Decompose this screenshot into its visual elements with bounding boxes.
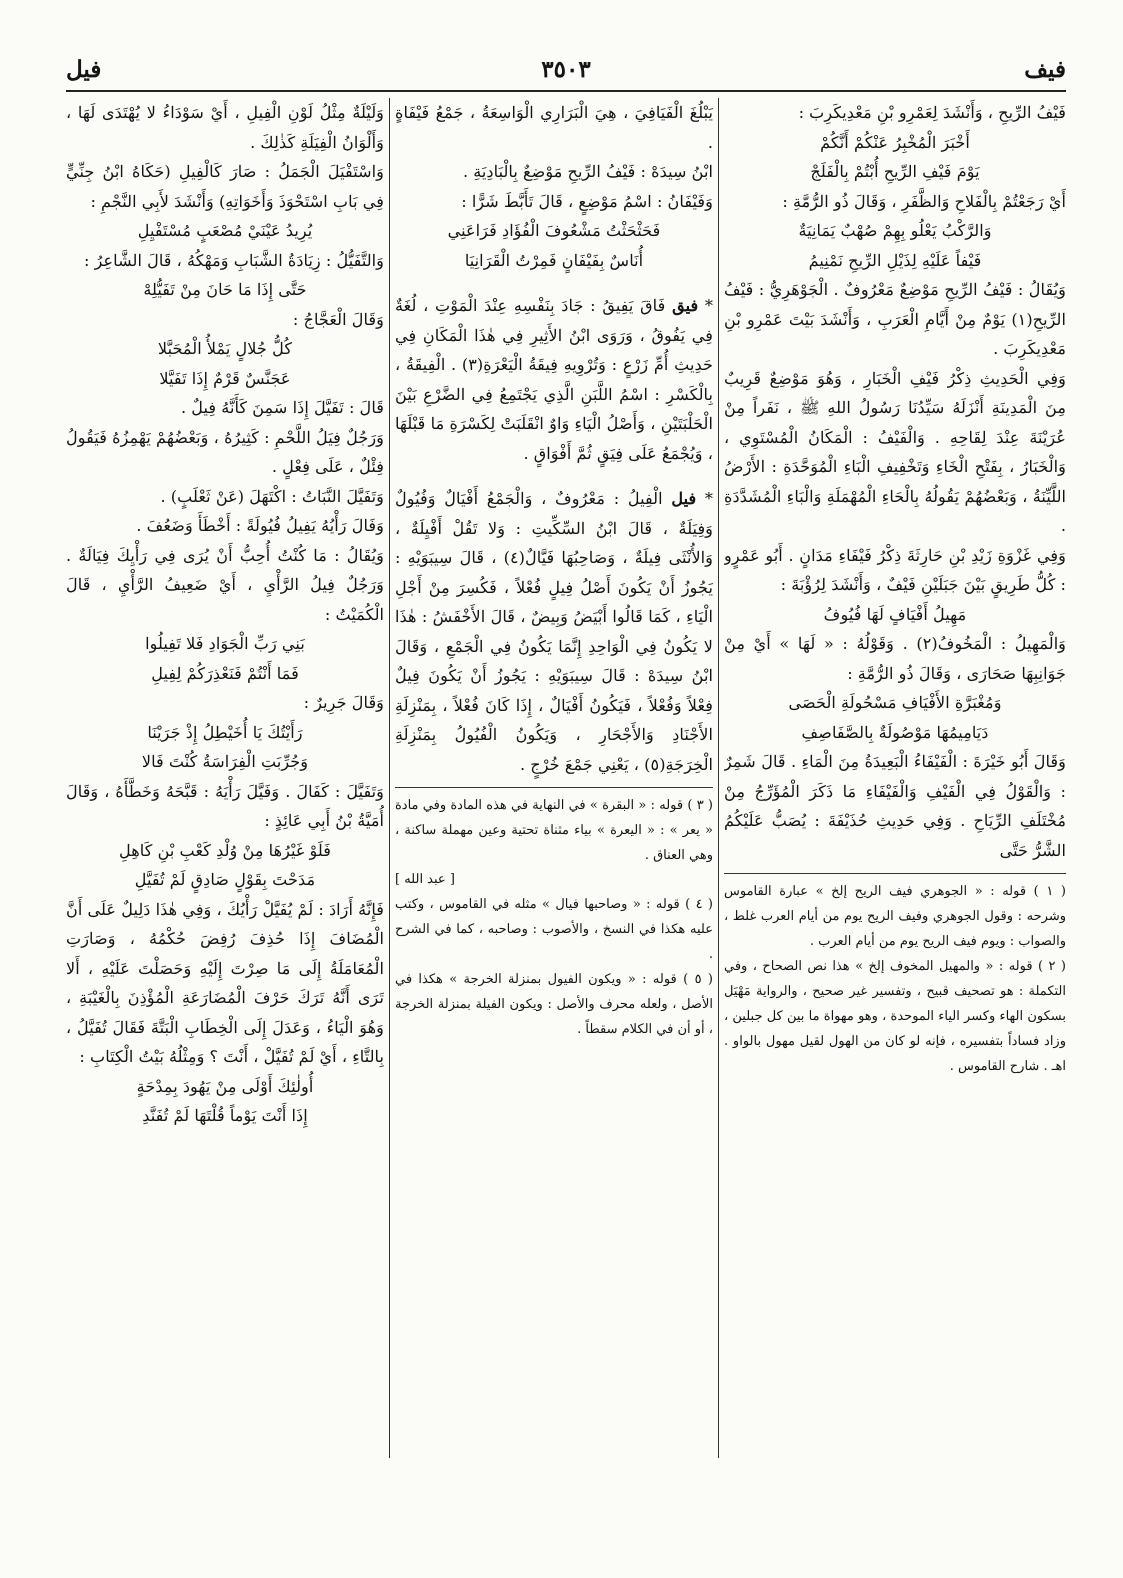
verse-line: كُلُّ جُلالٍ يَمْلأُ الْمُحَبَّلا (157, 339, 293, 358)
verse-line: دَيَامِيمُهَا مَوْصُولَةٌ بِالصَّفَاصِفِ (801, 722, 989, 742)
verse-line: فَلَوْ غَيْرُهَا مِنْ وُلْدِ كَعْبِ بْنِ كَاهِلِ (119, 840, 331, 860)
header-rule (66, 90, 1066, 92)
verse-line: فَمَا أَنْتُمْ فَنَعْذِرَكُمْ لِفِيلِ (151, 663, 299, 683)
running-head-left: فيل (66, 56, 102, 83)
paragraph: ابْنُ سِيدَهْ : فَيْفُ الرِّيحِ مَوْضِعٌ بِالْبَادِيَةِ . (462, 162, 713, 181)
paragraph: وَيُقَالُ : فَيْفُ الرِّيحِ مَوْضِعٌ مَعْرُوفٌ . الْجَوْهَرِيُّ : فَيْفُ الرِّيحِ(١) يَوْمٌ مِنْ أَيَّامِ الْعَرَبِ ، وَأَنْشَدَ بَيْتَ عَمْرِو بْنِ مَعْدِيكَرِبَ . (724, 280, 1066, 358)
paragraph: وَفِي غَزْوَةِ زَيْدِ بْنِ حَارِثَةَ ذِكْرُ فَيْفَاءِ مَدَانٍ . أَبُو عَمْرٍو : كُلُّ طَرِيقٍ بَيْنَ جَبَلَيْنِ فَيْفٌ ، وَأَنْشَدَ لِرُؤْبَةَ : (724, 545, 1066, 594)
paragraph: وَلَيْلَةٌ مِثْلُ لَوْنِ الْفِيلِ ، أَيْ سَوْدَاءُ لا يُهْتَدَى لَهَا ، وَأَلْوَانُ الْفِيَلَةِ كَذٰلِكَ . (66, 103, 384, 152)
paragraph: وَاسْتَفْيَلَ الْجَمَلُ : صَارَ كَالْفِيلِ (حَكَاهُ ابْنُ جِنِّيٍّ فِي بَابِ اسْتَحْوَذَ وَأَخَوَاتِهِ) وَأَنْشَدَ لأَبِي النَّجْمِ : (66, 162, 384, 211)
footnote-signature: [ عبد الله ] (395, 872, 455, 887)
verse-line: وَجُرِّبَتِ الْفِرَاسَةُ كُنْتَ فَالا (141, 752, 309, 771)
verse-line: رَأَيْتُكَ يَا أُخَيْطِلُ إِذْ جَرَيْنَا (147, 722, 303, 742)
verse-line: وَالرَّكْبُ يَعْلُو بِهِمْ صُهْبٌ يَمَانِيَةٌ (798, 221, 992, 240)
footnote: ( ٥ ) قوله : « ويكون الفيول بمنزلة الخرجة » هكذا في الأصل ، ولعله محرف والأصل : ويكون الفيلة بمنزلة الخرجة ، أو أن في الكلام سقطاً . (395, 972, 713, 1037)
verse-line: إِذَا أَنْتَ يَوْماً قُلْتَهَا لَمْ تُفَنَّدِ (142, 1106, 308, 1125)
paragraph: وَالتَّفَيُّلُ : زِيَادَةُ الشَّبَابِ وَمَهْكُهُ ، قَالَ الشَّاعِرُ : (83, 250, 384, 270)
entry-marker: * (696, 489, 713, 508)
entry-marker: * (698, 296, 713, 315)
verse-line: أُولٰئِكَ أَوْلَى مِنْ يَهُودَ بِمِدْحَةٍ (136, 1076, 314, 1096)
verse-line: حَتَّى إِذَا مَا حَانَ مِنْ تَفَيُّلِهْ (143, 280, 307, 299)
column-middle (395, 98, 713, 1530)
entry-text: الْفِيلُ : مَعْرُوفٌ ، وَالْجَمْعُ أَفْيَالٌ وَفُيُولٌ وَفِيَلَةٌ ، قَالَ ابْنُ السِّكِّيتِ : وَلا تَقُلْ أَفْيِلَةٌ ، وَالأُنْثَى فِيلَةٌ ، وَصَاحِبُهَا فَيَّالٌ(٤) ، قَالَ سِيبَوَيْهِ : يَجُوزُ أَنْ يَكُونَ أَصْلُ فِيلٍ فُعْلاً ، فَكُسِرَ مِنْ أَجْلِ الْيَاءِ ، كَمَا قَالُوا أَبْيَضُ وَبِيضٌ ، قَالَ الأَخْفَشُ : هٰذَا لا يَكُونُ فِي الْوَاحِدِ إِنَّمَا يَكُونُ فِي الْجَمْعِ ، وَقَالَ ابْنُ سِيدَهْ : قَالَ سِيبَوَيْهِ : يَجُوزُ أَنْ يَكُونَ فِيلٌ فِعْلاً وَفُعْلاً ، فَيَكُونُ أَفْيَالٌ ، إِذَا كَانَ فُعْلاً ، بِمَنْزِلَةِ الأَجْنَادِ وَالأَجْحَارِ ، وَيَكُونُ الْفُيُولُ بِمَنْزِلَةِ الْخِرَجَةِ(٥) ، يَعْنِي جَمْعَ خُرْجٍ . (395, 489, 713, 774)
paragraph: وَتَفَيَّلَ : كَفَالَ . وَفَيَّلَ رَأْيَهُ : قَبَّحَهُ وَخَطَّأَهُ ، وَقَالَ أُمَيَّةُ بْنُ أَبِي عَائِذٍ : (66, 781, 384, 830)
footnote-rule (395, 787, 713, 788)
page-header (66, 50, 1066, 90)
text-line: فَيْفُ الرِّيحِ ، وَأَنْشَدَ لِعَمْرِو بْنِ مَعْدِيكَرِبَ : (798, 103, 1066, 122)
verse-line: بَنِي رَبِّ الْجَوَادِ فَلا تَفِيلُوا (145, 634, 305, 653)
paragraph: وَفِي الْحَدِيثِ ذِكْرُ فَيْفِ الْخَبَارِ ، وَهُوَ مَوْضِعٌ قَرِيبٌ مِنَ الْمَدِينَةِ أَنْزَلَهُ سَيِّدُنَا رَسُولُ اللهِ ﷺ ، نَفَراً مِنْ عُرَيْنَةَ عِنْدَ لِقَاحِهِ . وَالْفَيْفُ : الْمَكَانُ الْمُسْتَوِي ، وَالْخَبَارُ ، بِفَتْحِ الْخَاءِ وَتَخْفِيفِ الْبَاءِ الْمُوَحَّدَةِ : الأَرْضُ اللَّيِّنَةُ ، وَبَعْضُهُمْ يَقُولُهُ بِالْحَاءِ الْمُهْمَلَةِ وَالْبَاءِ الْمُشَدَّدَةِ . (724, 368, 1066, 535)
paragraph: وَقَالَ جَرِيرٌ : (303, 693, 384, 712)
footnote: ( ٢ ) قوله : « والمهيل المخوف إلخ » هذا نص الصحاح ، وفي التكملة : هو تصحيف قبيح ، وتفسير غير صحيح ، والرواية مَهْيَل بسكون الهاء وكسر الياء الموحدة ، وهو مهواة ما بين كل جبلين ، وزاد فساداً بتفسيره ، فإنه لو كان من الهول لقيل مهول بالواو . اهـ . شارح القاموس . (724, 959, 1066, 1074)
footnote: ( ٤ ) قوله : « وصاحبها فيال » مثله في القاموس ، وكتب عليه هكذا في النسخ ، والأصوب : وصاحبه ، كما في الشرح . (395, 897, 713, 962)
verse-line: عَجَنَّسٌ قَرْمٌ إِذَا تَفَيَّلا (159, 368, 291, 388)
paragraph: وَالْمَهِيلُ : الْمَخُوفُ(٢) . وَقَوْلُهُ : « لَهَا » أَيْ مِنْ جَوَانِبِهَا صَحَارَى ، وَقَالَ ذُو الرُّمَّةِ : (724, 634, 1066, 683)
footnote-rule (724, 873, 1066, 874)
verse-line: يُرِيدُ عَيْنَيْ مُصْعَبٍ مُسْتَفْيِلِ (137, 221, 313, 240)
paragraph: وَقَالَ أَبُو خَيْرَةَ : الْفَيْفَاءُ الْبَعِيدَةُ مِنَ الْمَاءِ . قَالَ شَمِرٌ : وَالْقَوْلُ فِي الْفَيْفِ وَالْفَيْفَاءِ مَا ذَكَرَ الْمُؤَرِّجُ مِنْ مُخْتَلَفِ الرِّيَاحِ . وَفِي حَدِيثِ حُذَيْفَةَ : يُصَبُّ عَلَيْكُمُ الشَّرُّ حَتَّى (724, 752, 1066, 860)
paragraph: يَبْلُغَ الْفَيَافِيَ ، هِيَ الْبَرَارِي الْوَاسِعَةُ ، جَمْعُ فَيْفَاةٍ . (395, 103, 713, 152)
headword: فيل (671, 489, 697, 508)
column-right (724, 98, 1066, 1530)
paragraph: وَرَجُلٌ فِيَلُ اللَّحْمِ : كَثِيرُهُ ، وَبَعْضُهُمْ يَهْمِزُهُ فَيَقُولُ فِئْلٌ ، عَلَى فِعْلٍ . (66, 427, 384, 476)
paragraph: وَفَيْفَانُ : اسْمُ مَوْضِعٍ ، قَالَ تَأَبَّطَ شَرًّا : (461, 191, 713, 211)
verse-line: يَوْمَ فَيْفِ الرِّيحِ أُبْتُمْ بِالْفَلَجْ (810, 162, 980, 181)
paragraph: قَالَ : تَفَيَّلَ إِذَا سَمِنَ كَأَنَّهُ فِيلٌ . (180, 398, 384, 417)
footnote: ( ١ ) قوله : « الجوهري فيف الريح إلخ » عبارة القاموس وشرحه : وقول الجوهري وفيف الريح يوم من أيام العرب غلط ، والصواب : ويوم فيف الريح يوم من أيام العرب . (724, 884, 1066, 949)
paragraph: وَقَالَ الْعَجَّاجُ : (292, 309, 384, 329)
verse-line: أَخْبَرَ الْمُخْبِرُ عَنْكُمْ أَنَّكُمْ (820, 132, 970, 152)
paragraph: وَفَالَ رَأْيُهُ يَفِيلُ فُيُولَةً : أَخْطَأَ وَضَعُفَ . (136, 516, 384, 535)
column-divider (389, 98, 390, 1458)
headword: فيق (672, 296, 699, 315)
verse-line: مَهِيلُ أَفْيَافٍ لَهَا فُيُوفُ (823, 604, 967, 624)
column-left (66, 98, 384, 1530)
entry-feel (395, 484, 713, 779)
running-head-right: فيف (1024, 56, 1066, 83)
footnote: ( ٣ ) قوله : « البقرة » في النهاية في هذه المادة وفي مادة « يعر » : « اليعرة » بياء مثناة تحتية وعين مهملة ساكنة ، وهي العناق . (395, 798, 713, 863)
verse-line: مَدَحْتَ بِقَوْلٍ صَادِقٍ لَمْ تُفَيَّلِ (134, 870, 316, 889)
entry-text: فَاقَ يَفِيقُ : جَادَ بِنَفْسِهِ عِنْدَ الْمَوْتِ ، لُغَةٌ فِي يَفُوقُ ، وَرَوَى ابْنُ الأَثِيرِ فِي هٰذَا الْمَكَانِ فِي حَدِيثِ أُمِّ زَرْعٍ : وَتُرْوِيهِ فِيقَةُ الْيَعْرَةِ(٣) . الْفِيقَةُ ، بِالْكَسْرِ : اسْمُ اللَّبَنِ الَّذِي يَجْتَمِعُ فِي الضَّرْعِ بَيْنَ الْحَلْبَتَيْنِ ، وَأَصْلُ الْيَاءِ وَاوٌ انْقَلَبَتْ لِكَسْرَةِ مَا قَبْلَهَا ، وَيُجْمَعُ عَلَى فِيَقٍ ثُمَّ أَفْوَاقٍ . (395, 296, 713, 463)
paragraph: فَإِنَّهُ أَرَادَ : لَمْ يُفَيَّلْ رَأْيُكَ ، وَفِي هٰذَا دَلِيلٌ عَلَى أَنَّ الْمُضَافَ إِذَا حُذِفَ رُفِضَ حُكْمُهُ ، وَصَارَتِ الْمُعَامَلَةُ إِلَى مَا صِرْتَ إِلَيْهِ وَحَصَلْتَ عَلَيْهِ ، أَلا تَرَى أَنَّهُ تَرَكَ حَرْفَ الْمُضَارَعَةِ الْمُؤْذِنَ بِالْغَيْبَةِ ، وَهُوَ الْيَاءُ ، وَعَدَلَ إِلَى الْخِطَابِ الْبَتَّةَ فَقَالَ تُفَيَّلُ ، بِالتَّاءِ ، أَيْ لَمْ تُفَيَّلْ ، أَنْتَ ؟ وَمِثْلُهُ بَيْتُ الْكِتَابِ : (66, 899, 384, 1066)
verse-line: وَمُغْبَرَّةِ الأَفْيَافِ مَسْحُولَةِ الْحَصَى (788, 693, 1002, 712)
paragraph: وَيُقَالُ : مَا كُنْتُ أُحِبُّ أَنْ يُرَى فِي رَأْيِكَ فِيَالَةٌ . وَرَجُلٌ فِيلُ الرَّأْيِ ، أَيْ ضَعِيفُ الرَّأْيِ ، قَالَ الْكُمَيْتُ : (66, 545, 384, 624)
entry-feek (395, 291, 713, 468)
verse-line: فَيْفاً عَلَيْهِ لِذَيْلِ الرِّيحِ نَمْنِيمُ (808, 250, 982, 270)
verse-line: فَحَثْحَثْتُ مَشْعُوفَ الْفُؤَادِ فَرَاعَنِي (447, 221, 661, 240)
verse-line: أُنَاسٌ بِفَيْفَانٍ فَمِرْتُ الْقَرَانِيَا (464, 250, 644, 270)
column-divider (718, 98, 719, 1458)
text-line: أَيْ رَجَعْتُمْ بِالْفَلاحِ وَالظَّفَرِ ، وَقَالَ ذُو الرُّمَّةِ : (782, 191, 1066, 211)
paragraph: وَتَفَيَّلَ النَّبَاتُ : اكْتَهَلَ (عَنْ ثَعْلَبٍ) . (160, 486, 384, 506)
page-number: ٣٥٠٣ (541, 56, 591, 83)
